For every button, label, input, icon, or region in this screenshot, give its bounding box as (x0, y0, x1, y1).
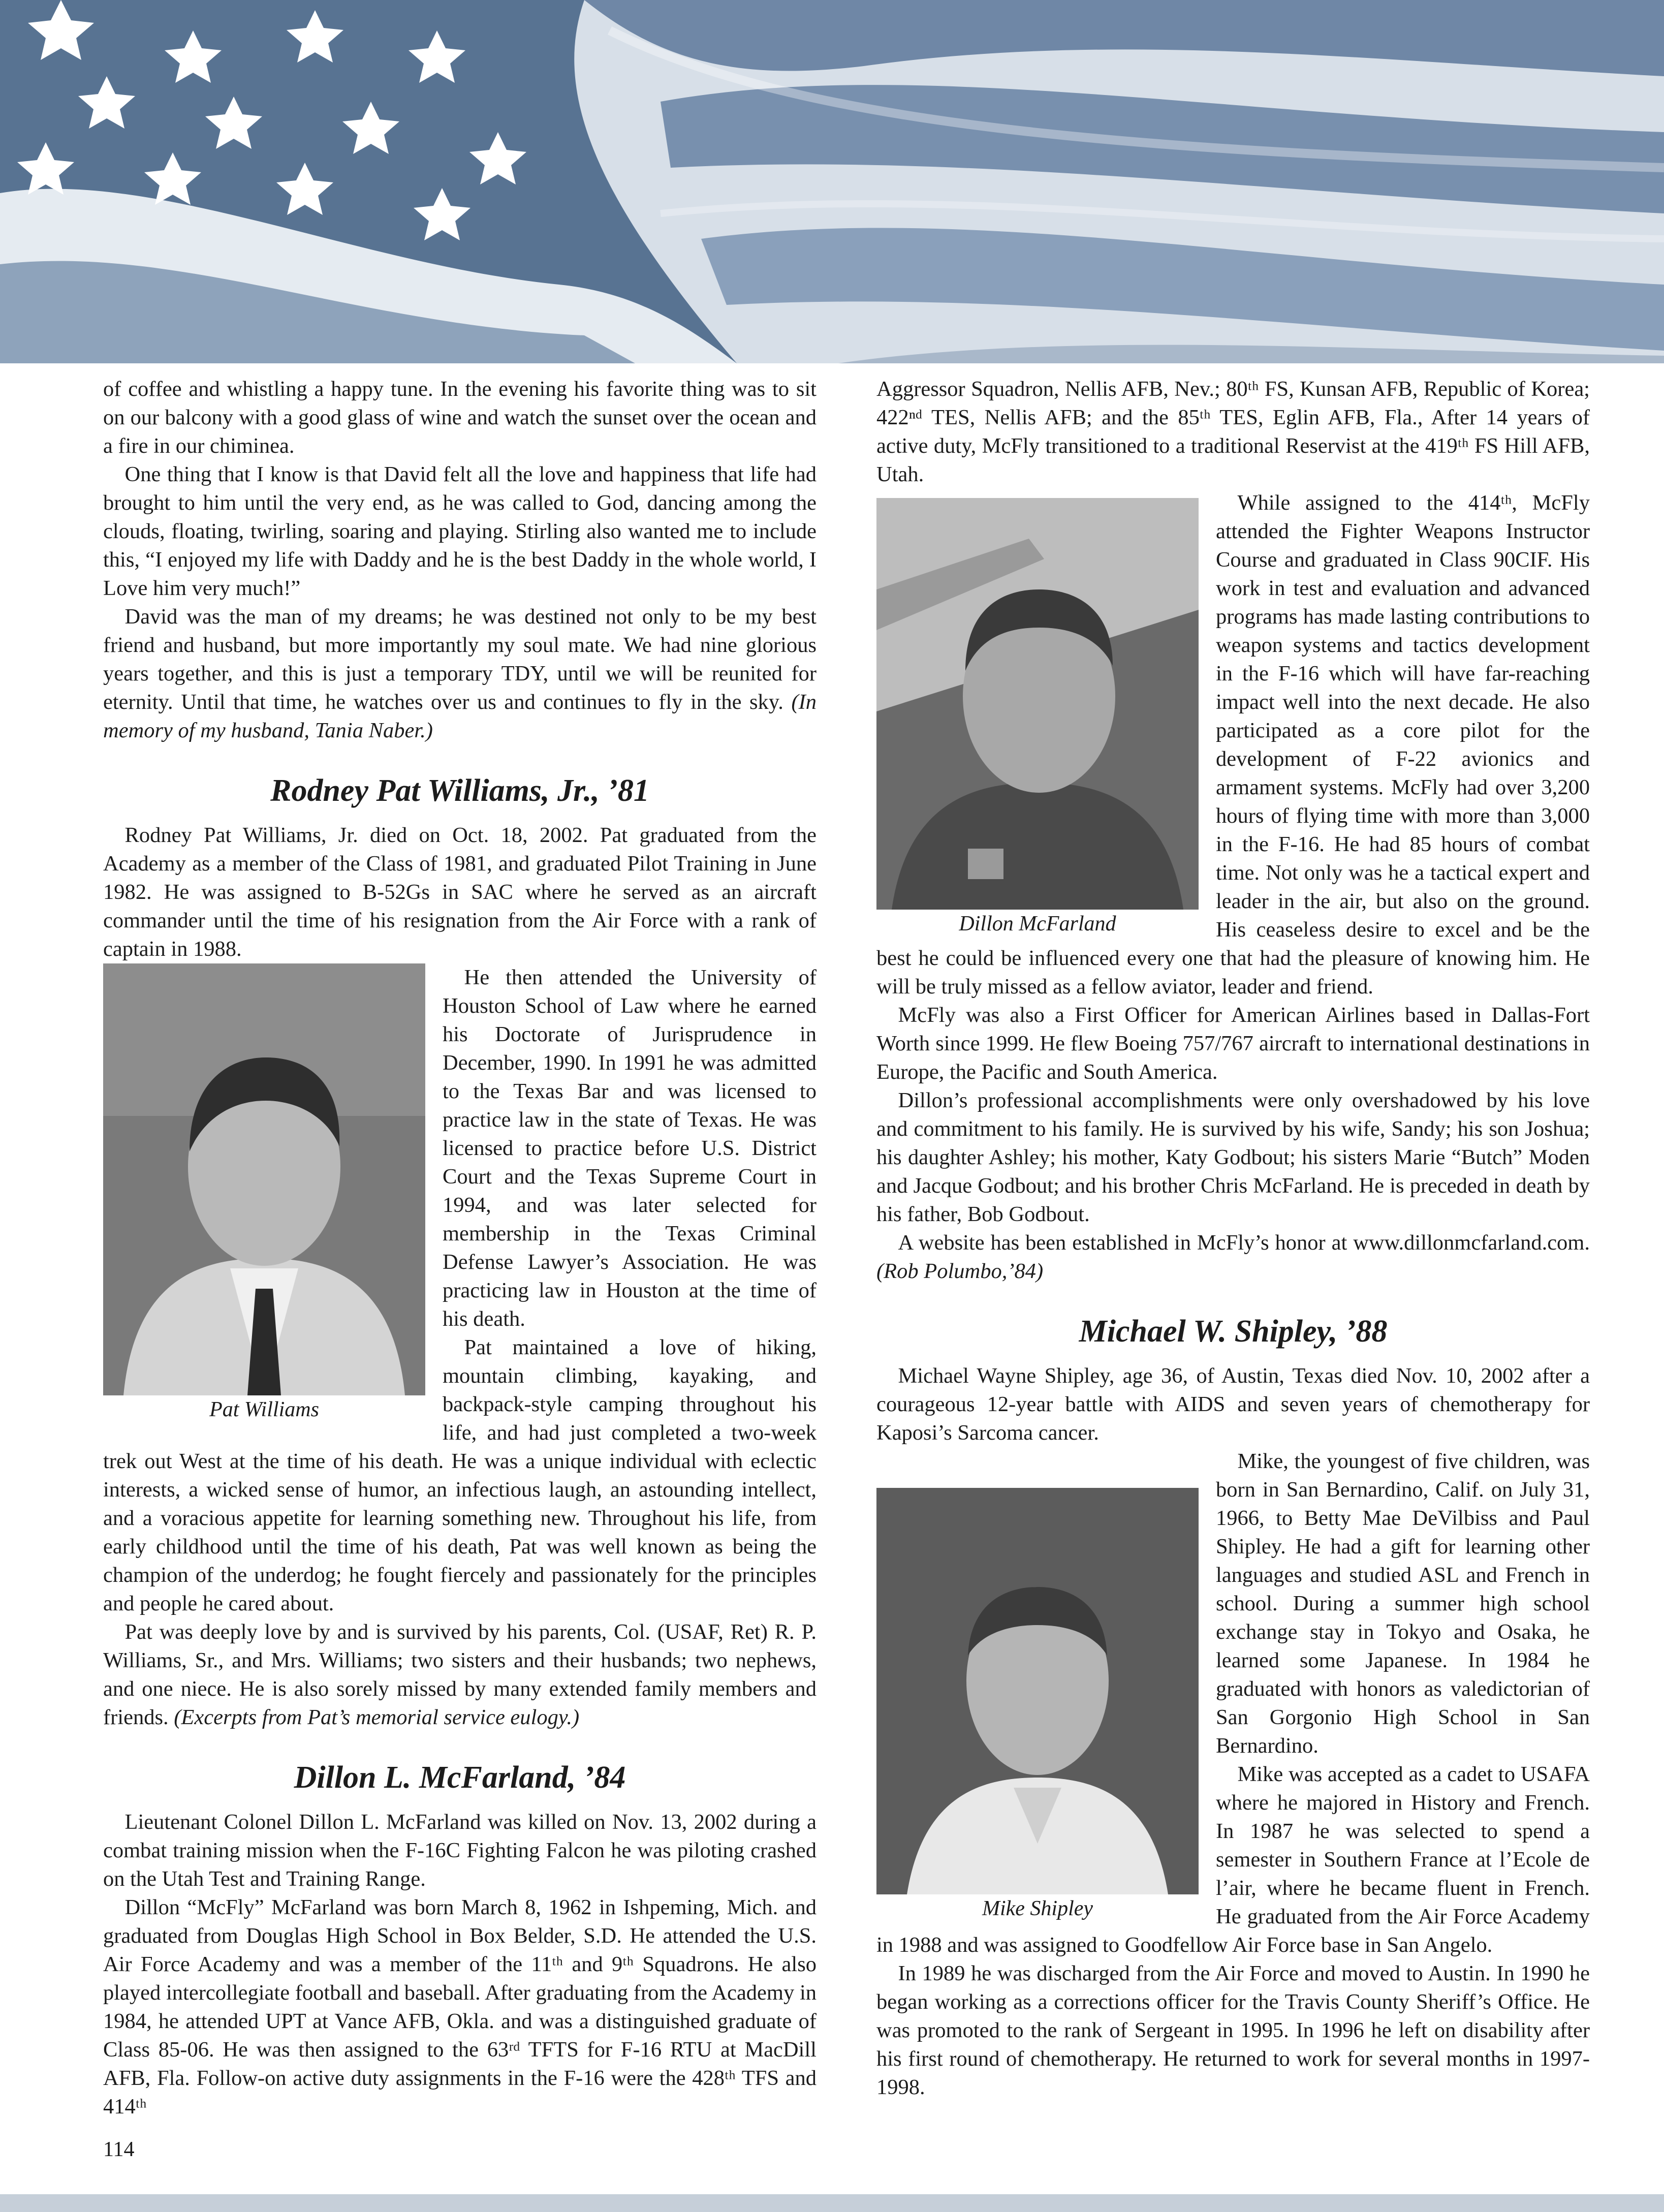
shipley-paragraph-2: Mike, the youngest of five children, was born in San Bernardino, Calif. on July 31, 1966, to Betty Mae DeVilbiss and Paul Shipley. He had a gift for learning other languages and studied ASL and French in school. During a summer high school exchange stay in Tokyo and Osaka, he learned some Japanese. In 1984 he graduated with honors as valedictorian of San Gorgonio High School in San Bernardino. (1216, 1449, 1590, 1758)
flag-illustration (0, 0, 1664, 363)
williams-paragraph-4 (103, 1618, 817, 1732)
right-column (876, 375, 1590, 2102)
mcfarland-paragraph-2: Dillon “McFly” McFarland was born March 8, 1962 in Ishpeming, Mich. and graduated from Douglas High School in Box Belder, S.D. He attended the U.S. Air Force Academy and was a member of the 11ᵗʰ and 9ᵗʰ Squadrons. He also played intercollegiate football and baseball. After graduating from the Academy in 1984, he attended UPT at Vance AFB, Okla. and was a distinguished graduate of Class 85-06. He was then assigned to the 63ʳᵈ TFTS for F-16 RTU at MacDill AFB, Fla. Follow-on active duty assignments in the F-16 were the 428ᵗʰ TFS and 414ᵗʰ (103, 1895, 817, 2118)
mcfarland-continued-paragraph-1: Aggressor Squadron, Nellis AFB, Nev.; 80ᵗʰ FS, Kunsan AFB, Republic of Korea; 422ⁿᵈ TES, Nellis AFB; and the 85ᵗʰ TES, Eglin AFB, Fla., After 14 years of active duty, McFly transitioned to a traditional Reservist at the 419ᵗʰ FS Hill AFB, Utah. (876, 377, 1590, 486)
page-number: 114 (103, 2138, 135, 2161)
shipley-paragraph-3: Mike was accepted as a cadet to USAFA where he majored in History and French. In 1987 he was selected to spend a semester in Southern France at l’Ecole de l’air, where he became fluent in French. He graduated from the Air Force Academy in 1988 and was assigned to Goodfellow Air Force base in San Angelo. (876, 1762, 1590, 1957)
left-column (103, 375, 817, 2121)
intro-paragraph-3 (103, 603, 817, 745)
shipley-figure (876, 1488, 1199, 1923)
mcfarland-continued-paragraph-3: McFly was also a First Officer for American Airlines based in Dallas-Fort Worth since 1999. He flew Boeing 757/767 aircraft to international destinations in Europe, the Pacific and South America. (876, 1003, 1590, 1084)
mcfarland-attribution: (Rob Polumbo,’84) (876, 1259, 1044, 1283)
williams-photo-graphic (103, 963, 425, 1395)
mcfarland-photo (876, 498, 1199, 910)
williams-paragraph-4-text: Pat was deeply love by and is survived by his parents, Col. (USAF, Ret) R. P. Williams, Sr., and Mrs. Williams; two sisters and their husbands; two nephews, and one niece. He is also sorely missed by many extended family members and friends. (103, 1620, 817, 1729)
williams-heading: Rodney Pat Williams, Jr., ’81 (270, 773, 649, 808)
mcfarland-continued-paragraph-4: Dillon’s professional accomplishments were only overshadowed by his love and commitment to his family. He is survived by his wife, Sandy; his son Joshua; his daughter Ashley; his mother, Katy Godbout; his sisters Marie “Butch” Moden and Jacque Godbout; and his brother Chris McFarland. He is preceded in death by his father, Bob Godbout. (876, 1088, 1590, 1226)
intro-attribution: (In memory of my husband, Tania Naber.) (103, 690, 817, 742)
shipley-photo-graphic (876, 1488, 1199, 1894)
shipley-heading: Michael W. Shipley, ’88 (1079, 1314, 1388, 1349)
williams-paragraph-1: Rodney Pat Williams, Jr. died on Oct. 18, 2002. Pat graduated from the Academy as a member of the Class of 1981, and graduated Pilot Training in June 1982. He was assigned to B-52Gs in SAC where he served as an aircraft commander until the time of his resignation from the Air Force with a rank of captain in 1988. (103, 823, 817, 961)
intro-paragraph-3-text: David was the man of my dreams; he was destined not only to be my best friend and husband, but more importantly my soul mate. We had nine glorious years together, and this is just a temporary TDY, until we will be reunited for eternity. Until that time, he watches over us and continues to fly in the sky. (103, 605, 817, 714)
intro-paragraph-2: One thing that I know is that David felt all the love and happiness that life had brought to him until the very end, as he was called to God, dancing among the clouds, floating, twirling, soaring and playing. Stirling also wanted me to include this, “I enjoyed my life with Daddy and he is the best Daddy in the whole world, I Love him very much!” (103, 462, 817, 600)
flag-banner (0, 0, 1664, 363)
williams-paragraph-2: He then attended the University of Houston School of Law where he earned his Doctorate of Jurisprudence in December, 1990. In 1991 he was admitted to the Texas Bar and was licensed to practice law in the state of Texas. He was licensed to practice before U.S. District Court and the Texas Supreme Court in 1994, and was later selected for membership in the Texas Criminal Defense Lawyer’s Association. He was practicing law in Houston at the time of his death. (443, 965, 817, 1331)
williams-photo-caption: Pat Williams (209, 1398, 319, 1421)
shipley-photo (876, 1488, 1199, 1894)
shipley-paragraph-1: Michael Wayne Shipley, age 36, of Austin, Texas died Nov. 10, 2002 after a courageous 12-year battle with AIDS and seven years of chemotherapy for Kaposi’s Sarcoma cancer. (876, 1364, 1590, 1445)
mcfarland-figure (876, 498, 1199, 938)
intro-paragraph-1: of coffee and whistling a happy tune. In the evening his favorite thing was to sit on our balcony with a good glass of wine and watch the sunset over the ocean and a fire in our chiminea. (103, 377, 817, 458)
williams-paragraph-3: Pat maintained a love of hiking, mountain climbing, kayaking, and backpack-style camping throughout his life, and had just completed a two-week trek out West at the time of his death. He was a unique individual with eclectic interests, a wicked sense of humor, an infectious laugh, an astounding intellect, and a voracious appetite for learning something new. Throughout his life, from early childhood until the time of his death, Pat was well known as being the champion of the underdog; he fought fiercely and passionately for the principles and people he cared about. (103, 1335, 817, 1615)
bottom-bar (0, 2194, 1664, 2212)
mcfarland-continued-paragraph-5-text: A website has been established in McFly’s honor at www.dillonmcfarland.com. (898, 1231, 1590, 1255)
williams-photo (103, 963, 425, 1395)
mcfarland-photo-graphic (876, 498, 1199, 910)
williams-figure (103, 963, 425, 1424)
williams-attribution: (Excerpts from Pat’s memorial service eulogy.) (174, 1705, 580, 1729)
mcfarland-continued-paragraph-5 (876, 1229, 1590, 1286)
mcfarland-heading: Dillon L. McFarland, ’84 (294, 1760, 626, 1795)
mcfarland-photo-caption: Dillon McFarland (959, 912, 1116, 936)
mcfarland-paragraph-1: Lieutenant Colonel Dillon L. McFarland was killed on Nov. 13, 2002 during a combat training mission when the F-16C Fighting Falcon he was piloting crashed on the Utah Test and Training Range. (103, 1810, 817, 1891)
shipley-photo-caption: Mike Shipley (982, 1897, 1093, 1920)
shipley-paragraph-4: In 1989 he was discharged from the Air Force and moved to Austin. In 1990 he began working as a corrections officer for the Travis County Sheriff’s Office. He was promoted to the rank of Sergeant in 1995. In 1996 he left on disability after his first round of chemotherapy. He returned to work for several months in 1997-1998. (876, 1961, 1590, 2099)
mcfarland-continued-paragraph-2: While assigned to the 414ᵗʰ, McFly attended the Fighter Weapons Instructor Course and graduated in Class 90CIF. His work in test and evaluation and advanced programs has made lasting contributions to weapon systems and tactics development in the F-16 which will have far-reaching impact well into the next decade. He also participated as a core pilot for the development of F-22 avionics and armament systems. McFly had over 3,200 hours of flying time with more than 3,000 in the F-16. He had 85 hours of combat time. Not only was he a tactical expert and leader in the air, but also on the ground. His ceaseless desire to excel and be the best he could be influenced every one that had the pleasure of knowing him. He will be truly missed as a fellow aviator, leader and friend. (876, 491, 1590, 999)
